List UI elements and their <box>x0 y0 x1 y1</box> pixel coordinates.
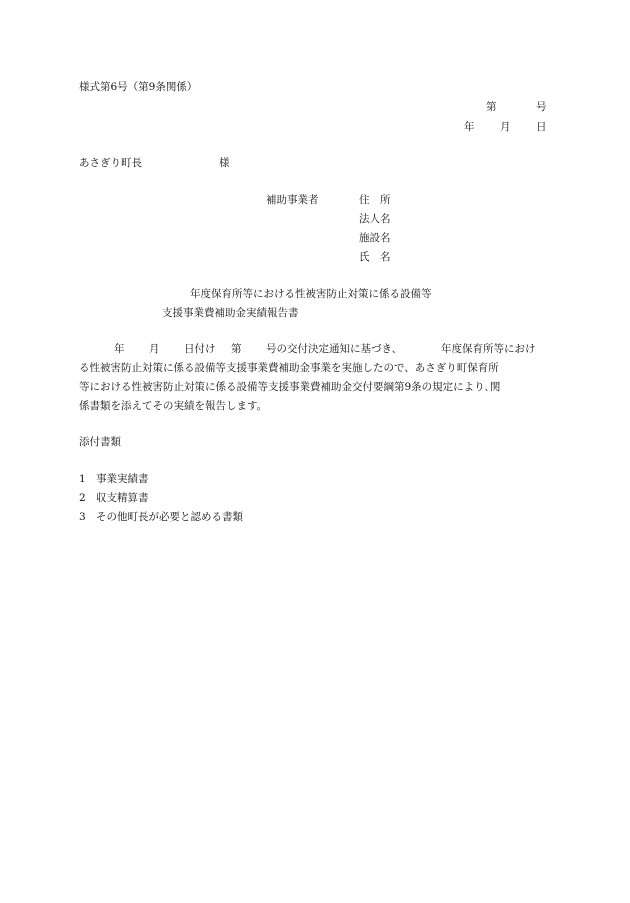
attachment-text: 事業実績書 <box>96 473 149 485</box>
addressee-honorific: 様 <box>219 157 230 169</box>
body-line-3: 等における性被害防止対策に係る設備等支援事業費補助金交付要綱第9条の規定により､関 <box>79 381 501 393</box>
attachment-text: 収支精算書 <box>96 492 149 504</box>
date-year: 年 <box>464 121 475 133</box>
attachment-num: 1 <box>79 473 86 485</box>
body-no-dai: 第 <box>231 343 242 355</box>
attachment-text: その他町長が必要と認める書類 <box>96 511 243 523</box>
applicant-field-address: 住 所 <box>359 194 391 206</box>
title-line-1: 年度保育所等における性被害防止対策に係る設備等 <box>190 288 432 300</box>
doc-number-gou: 号 <box>536 101 547 113</box>
date-month: 月 <box>500 121 511 133</box>
body-line-4: 係書類を添えてその実績を報告します。 <box>79 400 268 412</box>
title-line-2: 支援事業費補助金実績報告書 <box>162 307 299 319</box>
body-decision-notice: 号の交付決定通知に基づき、 <box>266 343 403 355</box>
body-line-2: る性被害防止対策に係る設備等支援事業費補助金事業を実施したので、あさぎり町保育所 <box>79 362 499 374</box>
body-line1-end: 年度保育所等におけ <box>441 343 536 355</box>
date-day: 日 <box>536 121 547 133</box>
applicant-field-facility: 施設名 <box>359 232 391 244</box>
body-day: 日付け <box>184 343 216 355</box>
doc-number-dai: 第 <box>486 101 497 113</box>
applicant-field-name: 氏 名 <box>359 251 391 263</box>
form-label: 様式第6号（第9条関係） <box>79 81 198 93</box>
attachment-num: 2 <box>79 492 86 504</box>
applicant-field-corporation: 法人名 <box>359 213 391 225</box>
addressee-name: あさぎり町長 <box>79 157 142 169</box>
attachments-heading: 添付書類 <box>79 436 121 448</box>
attachment-num: 3 <box>79 511 86 523</box>
applicant-label: 補助事業者 <box>266 194 319 206</box>
body-year: 年 <box>114 343 125 355</box>
body-month: 月 <box>149 343 160 355</box>
